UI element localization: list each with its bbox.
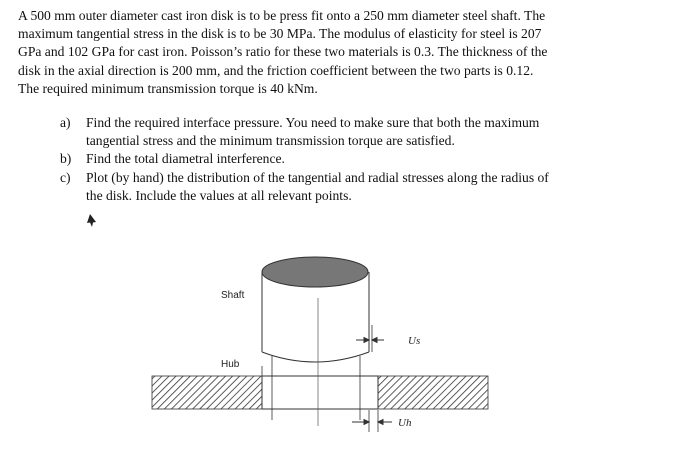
- shaft-label: Shaft: [221, 290, 245, 301]
- question-line: Plot (by hand) the distribution of the tangential and radial stresses along the radius of: [86, 169, 549, 185]
- hub-label: Hub: [221, 359, 240, 370]
- question-line: the disk. Include the values at all relevant points.: [86, 187, 352, 203]
- problem-line: A 500 mm outer diameter cast iron disk is to be press fit onto a 250 mm diameter steel shaft. The: [18, 8, 546, 23]
- question-line: Find the required interface pressure. You need to make sure that both the maximum: [86, 115, 540, 130]
- uh-symbol: Uh: [398, 417, 412, 429]
- question-label: c): [60, 169, 71, 185]
- mouse-cursor-icon: [87, 214, 96, 227]
- question-label: b): [60, 151, 72, 167]
- us-symbol: Us: [408, 335, 421, 347]
- hub-bore: [262, 376, 378, 409]
- problem-line: The required minimum transmission torque is 40 kNm.: [18, 80, 318, 96]
- problem-line: GPa and 102 GPa for cast iron. Poisson’s ratio for these two materials is 0.3. The thickness of the: [18, 44, 548, 60]
- problem-line: maximum tangential stress in the disk is to be 30 MPa. The modulus of elasticity for steel is 207: [18, 26, 542, 42]
- question-label: a): [60, 115, 71, 130]
- us-dimension: [356, 325, 384, 352]
- uh-dimension: [352, 410, 392, 432]
- hub-left-hatch: [152, 376, 262, 409]
- question-line: Find the total diametral interference.: [86, 151, 285, 167]
- problem-line: disk in the axial direction is 200 mm, and the friction coefficient between the two parts is 0.12.: [18, 62, 534, 78]
- hub-right-hatch: [378, 376, 488, 409]
- question-line: tangential stress and the minimum transmission torque are satisfied.: [86, 133, 455, 149]
- shaft-cylinder: [262, 257, 369, 420]
